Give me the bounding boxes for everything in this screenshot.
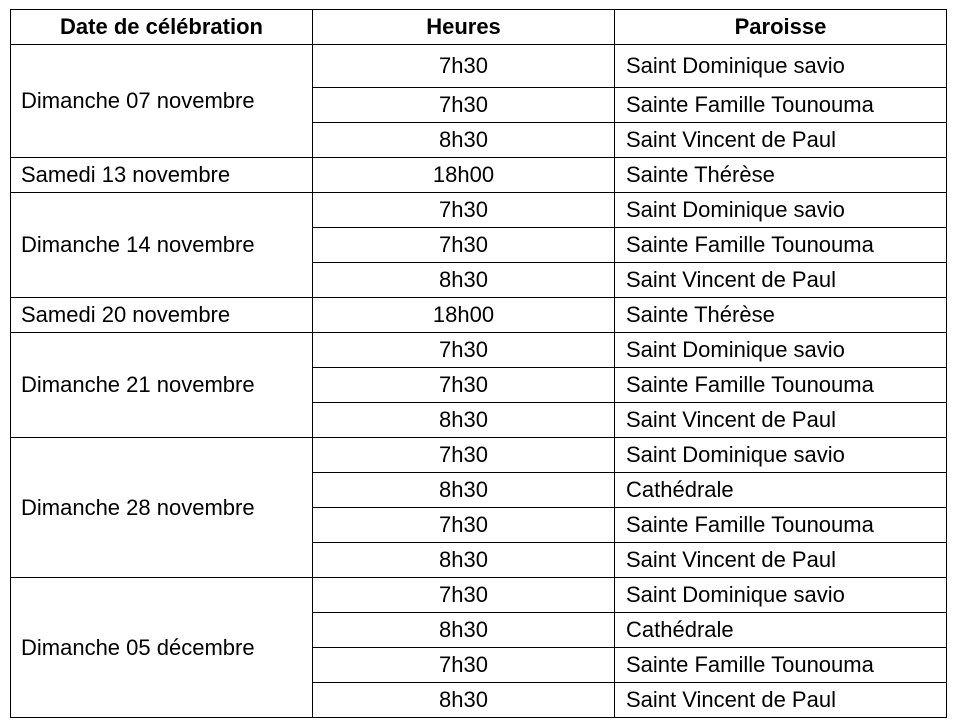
time-cell: 8h30 <box>313 403 615 438</box>
parish-cell: Sainte Famille Tounouma <box>615 648 947 683</box>
table-row <box>11 333 947 368</box>
date-cell: Dimanche 05 décembre <box>11 578 313 718</box>
parish-cell: Saint Vincent de Paul <box>615 123 947 158</box>
header-time: Heures <box>313 10 615 45</box>
parish-cell: Saint Vincent de Paul <box>615 263 947 298</box>
parish-cell: Cathédrale <box>615 613 947 648</box>
table-row <box>11 45 947 88</box>
parish-cell: Saint Vincent de Paul <box>615 543 947 578</box>
parish-cell: Cathédrale <box>615 473 947 508</box>
time-cell: 7h30 <box>313 193 615 228</box>
time-cell: 7h30 <box>313 438 615 473</box>
parish-cell: Saint Vincent de Paul <box>615 403 947 438</box>
celebration-schedule-table <box>10 9 947 718</box>
parish-cell: Sainte Famille Tounouma <box>615 368 947 403</box>
table-row <box>11 438 947 473</box>
table-row <box>11 193 947 228</box>
time-cell: 7h30 <box>313 45 615 88</box>
header-date: Date de célébration <box>11 10 313 45</box>
table-body <box>11 45 947 718</box>
parish-cell: Saint Dominique savio <box>615 45 947 88</box>
time-cell: 7h30 <box>313 508 615 543</box>
time-cell: 8h30 <box>313 123 615 158</box>
date-cell: Dimanche 07 novembre <box>11 45 313 158</box>
parish-cell: Saint Dominique savio <box>615 578 947 613</box>
time-cell: 8h30 <box>313 473 615 508</box>
parish-cell: Sainte Thérèse <box>615 158 947 193</box>
parish-cell: Sainte Famille Tounouma <box>615 508 947 543</box>
time-cell: 8h30 <box>313 683 615 718</box>
time-cell: 7h30 <box>313 228 615 263</box>
time-cell: 8h30 <box>313 543 615 578</box>
time-cell: 8h30 <box>313 613 615 648</box>
date-cell: Samedi 13 novembre <box>11 158 313 193</box>
parish-cell: Sainte Famille Tounouma <box>615 88 947 123</box>
time-cell: 8h30 <box>313 263 615 298</box>
time-cell: 7h30 <box>313 368 615 403</box>
time-cell: 7h30 <box>313 648 615 683</box>
table-row <box>11 578 947 613</box>
date-cell: Dimanche 14 novembre <box>11 193 313 298</box>
table-row <box>11 158 947 193</box>
parish-cell: Saint Vincent de Paul <box>615 683 947 718</box>
date-cell: Dimanche 28 novembre <box>11 438 313 578</box>
parish-cell: Saint Dominique savio <box>615 333 947 368</box>
table-header-row <box>11 10 947 45</box>
parish-cell: Sainte Famille Tounouma <box>615 228 947 263</box>
time-cell: 18h00 <box>313 158 615 193</box>
parish-cell: Saint Dominique savio <box>615 438 947 473</box>
parish-cell: Saint Dominique savio <box>615 193 947 228</box>
table-row <box>11 298 947 333</box>
date-cell: Dimanche 21 novembre <box>11 333 313 438</box>
header-parish: Paroisse <box>615 10 947 45</box>
time-cell: 7h30 <box>313 578 615 613</box>
date-cell: Samedi 20 novembre <box>11 298 313 333</box>
time-cell: 7h30 <box>313 333 615 368</box>
time-cell: 18h00 <box>313 298 615 333</box>
parish-cell: Sainte Thérèse <box>615 298 947 333</box>
time-cell: 7h30 <box>313 88 615 123</box>
